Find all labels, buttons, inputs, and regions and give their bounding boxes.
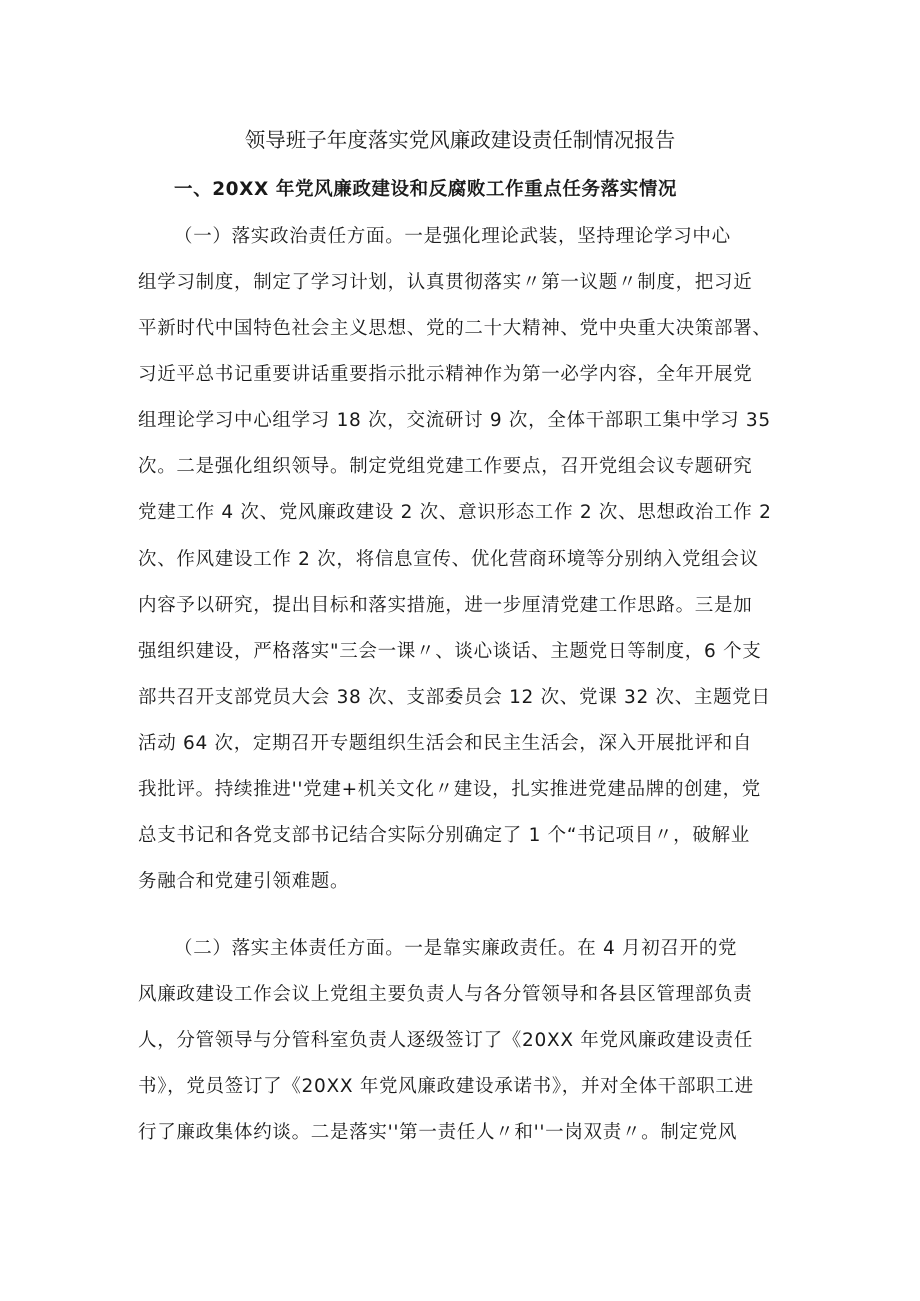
- section-heading: 一、20XX 年党风廉政建设和反腐败工作重点任务落实情况: [174, 179, 678, 200]
- paragraph-line: 总支书记和各党支部书记结合实际分别确定了 1 个“书记项目〃，破解业: [138, 825, 750, 846]
- paragraph-line: 次、作风建设工作 2 次，将信息宣传、优化营商环境等分别纳入党组会议: [138, 549, 759, 570]
- paragraph-line: （一）落实政治责任方面。一是强化理论武装，坚持理论学习中心: [174, 226, 731, 247]
- paragraph-line: 强组织建设，严格落实"三会一课〃、谈心谈话、主题党日等制度，6 个支: [138, 641, 762, 662]
- paragraph-line: 书》，党员签订了《20XX 年党风廉政建设承诺书》，并对全体干部职工进: [138, 1076, 754, 1097]
- paragraph-line: 部共召开支部党员大会 38 次、支部委员会 12 次、党课 32 次、主题党日: [138, 687, 771, 708]
- paragraph-line: 平新时代中国特色社会主义思想、党的二十大精神、党中央重大决策部署、: [138, 318, 772, 339]
- paragraph-line: 党建工作 4 次、党风廉政建设 2 次、意识形态工作 2 次、思想政治工作 2: [138, 502, 772, 523]
- paragraph-line: 风廉政建设工作会议上党组主要负责人与各分管领导和各县区管理部负责: [138, 984, 753, 1005]
- paragraph-line: 习近平总书记重要讲话重要指示批示精神作为第一必学内容，全年开展党: [138, 364, 753, 385]
- paragraph-line: 行了廉政集体约谈。二是落实''第一责任人〃和''一岗双责〃。制定党风: [138, 1122, 738, 1143]
- paragraph-line: 我批评。持续推进''党建+机关文化〃建设，扎实推进党建品牌的创建，党: [138, 779, 761, 800]
- paragraph-line: 组学习制度，制定了学习计划，认真贯彻落实〃第一议题〃制度，把习近: [138, 272, 753, 293]
- paragraph-line: 组理论学习中心组学习 18 次，交流研讨 9 次，全体干部职工集中学习 35: [138, 410, 771, 431]
- paragraph-line: 人，分管领导与分管科室负责人逐级签订了《20XX 年党风廉政建设责任: [138, 1030, 754, 1051]
- paragraph-line: 内容予以研究，提出目标和落实措施，进一步厘清党建工作思路。三是加: [138, 595, 753, 616]
- paragraph-line: 次。二是强化组织领导。制定党组党建工作要点，召开党组会议专题研究: [138, 456, 753, 477]
- paragraph-line: 务融合和党建引领难题。: [138, 871, 350, 892]
- paragraph-line: （二）落实主体责任方面。一是靠实廉政责任。在 4 月初召开的党: [174, 938, 738, 959]
- paragraph-line: 活动 64 次，定期召开专题组织生活会和民主生活会，深入开展批评和自: [138, 733, 753, 754]
- document-title: 领导班子年度落实党风廉政建设责任制情况报告: [244, 128, 676, 152]
